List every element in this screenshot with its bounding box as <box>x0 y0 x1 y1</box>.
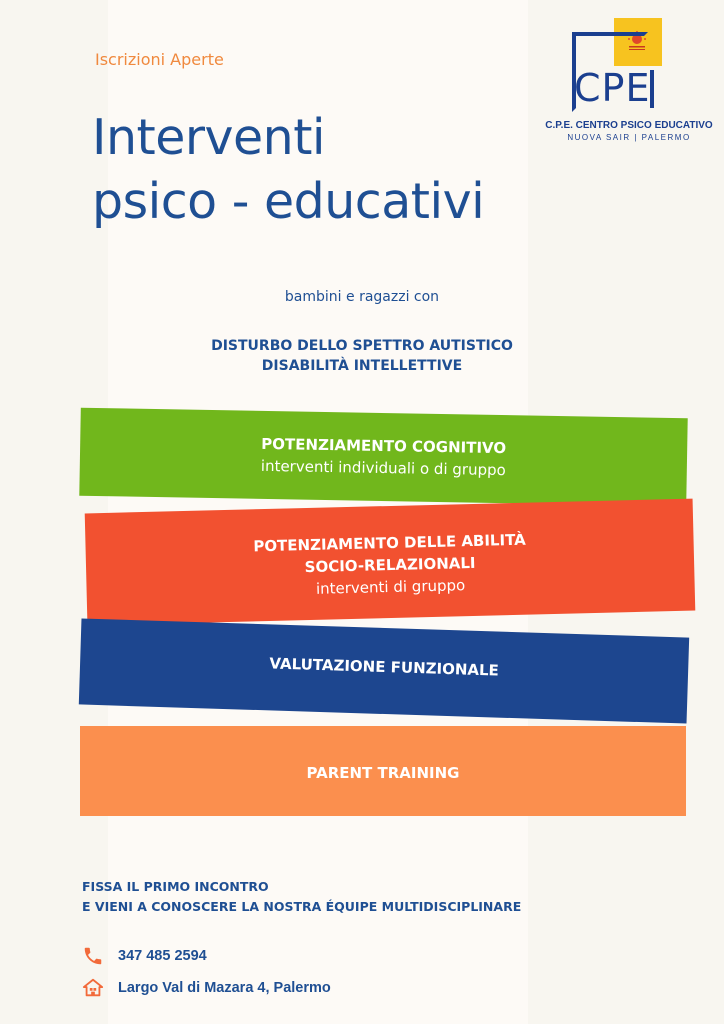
title-line-1: Interventi <box>92 109 326 166</box>
target-conditions <box>0 336 724 376</box>
service-subtitle: interventi di gruppo <box>315 576 466 598</box>
house-icon <box>82 977 104 999</box>
call-to-action <box>82 877 521 917</box>
service-social-skills-band <box>85 499 696 626</box>
logo-name: C.P.E. CENTRO PSICO EDUCATIVO <box>545 120 713 131</box>
phone-contact[interactable] <box>82 945 207 967</box>
service-title-line-2: SOCIO-RELAZIONALI <box>304 553 476 577</box>
cpe-logo <box>545 16 713 166</box>
logo-subtitle: NUOVA SAIR | PALERMO <box>567 133 691 142</box>
logo-frame-right <box>650 70 654 108</box>
page-title <box>92 106 484 234</box>
service-title-line-1: POTENZIAMENTO DELLE ABILITÀ <box>253 530 526 556</box>
address-text: Largo Val di Mazara 4, Palermo <box>118 980 331 996</box>
service-title: VALUTAZIONE FUNZIONALE <box>269 654 500 680</box>
service-title: POTENZIAMENTO COGNITIVO <box>261 434 507 458</box>
condition-autism: DISTURBO DELLO SPETTRO AUTISTICO <box>211 338 513 354</box>
cta-line-2: E VIENI A CONOSCERE LA NOSTRA ÉQUIPE MULTIDISCIPLINARE <box>82 899 522 914</box>
phone-number: 347 485 2594 <box>118 948 207 964</box>
enrollment-open-label: Iscrizioni Aperte <box>95 50 224 69</box>
address-contact[interactable] <box>82 977 331 999</box>
cta-line-1: FISSA IL PRIMO INCONTRO <box>82 879 269 894</box>
title-line-2: psico - educativi <box>92 173 485 230</box>
service-title: PARENT TRAINING <box>306 764 460 782</box>
logo-mark: CPE <box>574 66 651 110</box>
service-cognitive-band <box>79 408 687 507</box>
service-subtitle: interventi individuali o di gruppo <box>260 456 506 480</box>
target-intro: bambini e ragazzi con <box>284 289 440 305</box>
service-parent-training-band <box>80 726 686 816</box>
phone-icon <box>82 945 104 967</box>
condition-intellectual-disability: DISABILITÀ INTELLETTIVE <box>261 358 463 374</box>
